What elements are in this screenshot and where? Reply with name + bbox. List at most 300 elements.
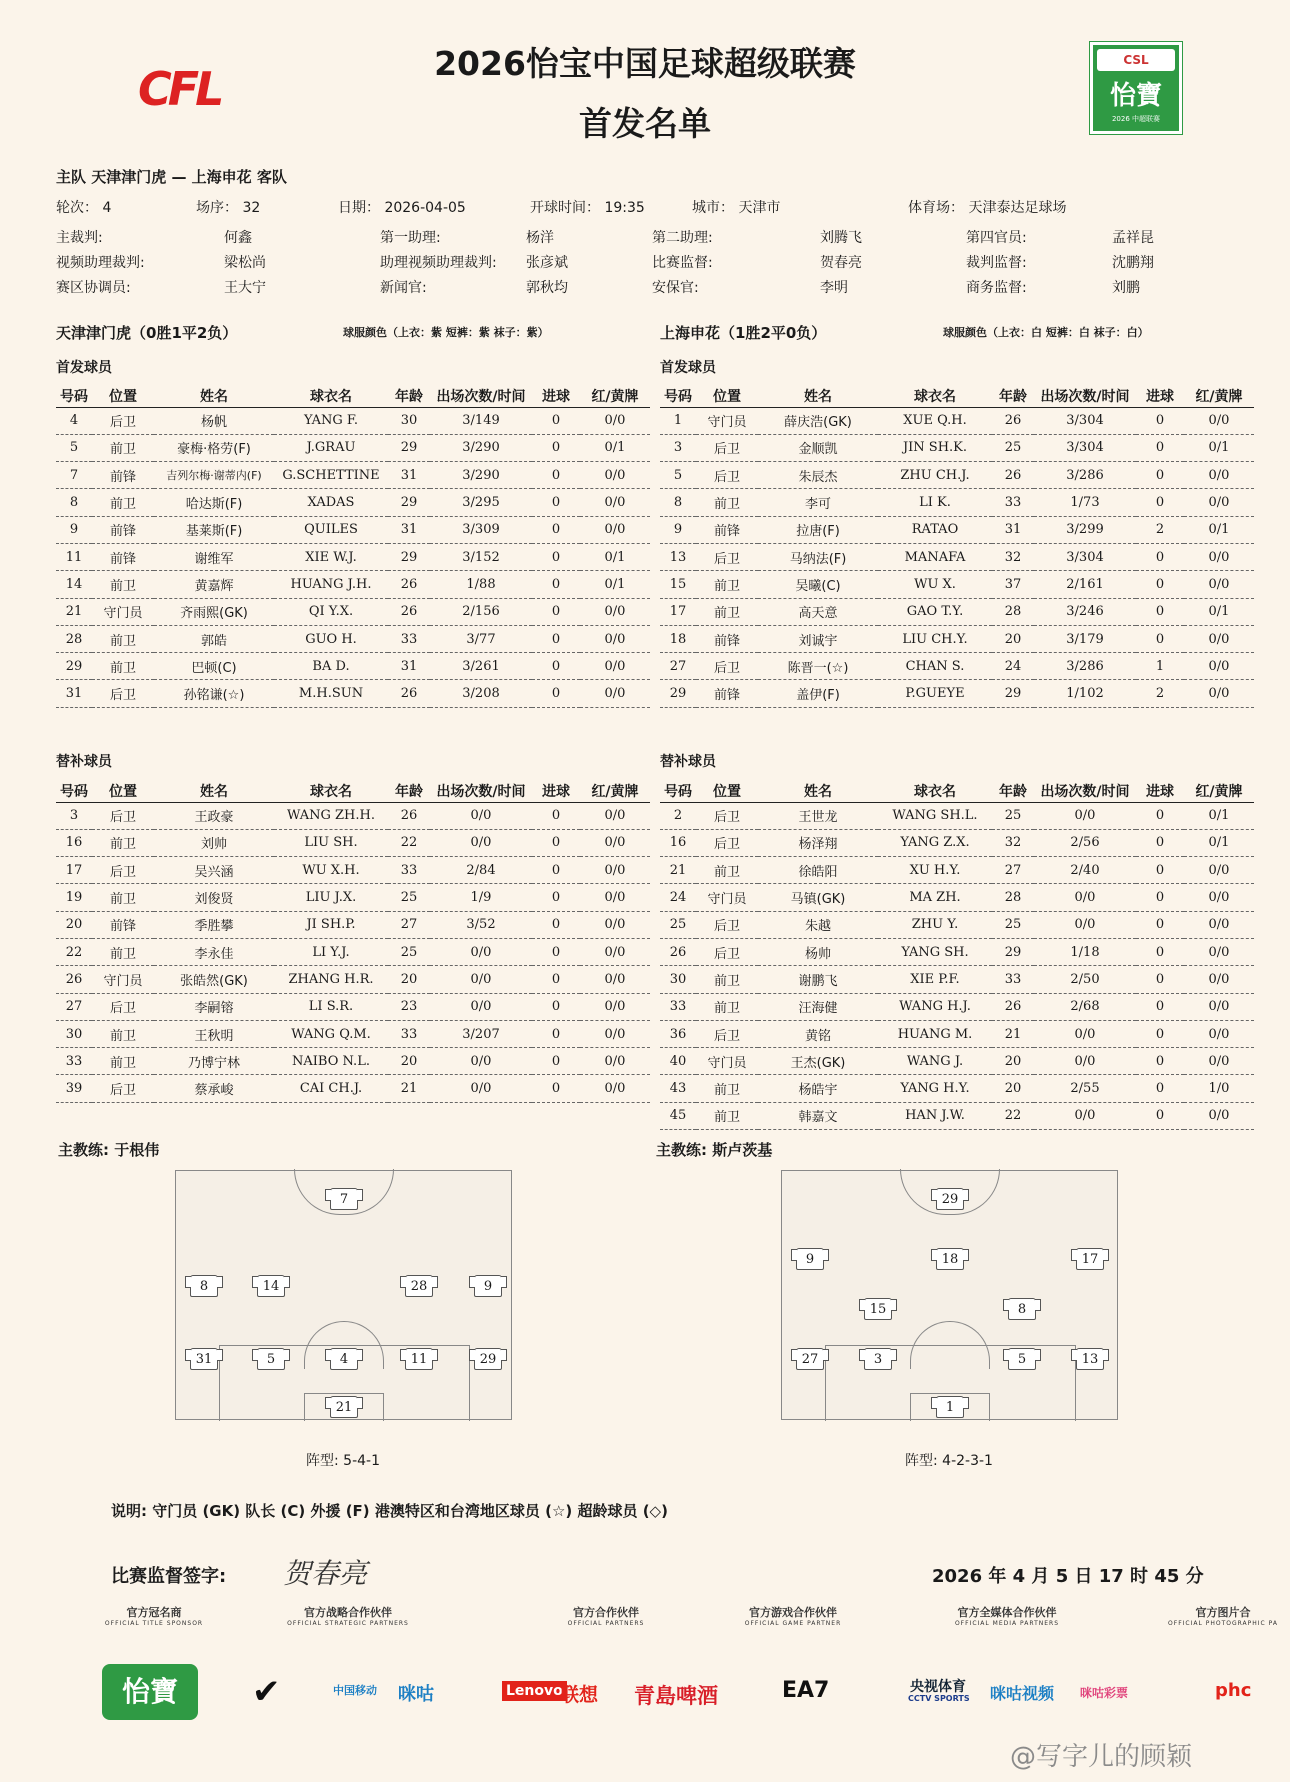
player-cell: 39 (56, 1075, 92, 1102)
column-header: 年龄 (388, 385, 430, 407)
player-cell: 2/56 (1034, 829, 1136, 856)
player-cell: 0/0 (580, 911, 650, 938)
sponsor-category-cn: 官方全媒体合作伙伴 (957, 1606, 1057, 1619)
player-cell: 3/286 (1034, 653, 1136, 680)
player-shirt-icon: 31 (190, 1348, 218, 1370)
player-cell: 后卫 (92, 993, 154, 1020)
player-cell: XIE P.F. (878, 966, 992, 993)
player-row (56, 802, 650, 829)
player-cell: 前卫 (696, 598, 758, 625)
player-row (56, 911, 650, 938)
player-cell: 26 (992, 407, 1034, 434)
player-row (56, 543, 650, 570)
home-starting-table (56, 385, 650, 708)
player-cell: 守门员 (696, 884, 758, 911)
player-cell: 24 (992, 653, 1034, 680)
player-row (56, 516, 650, 543)
player-cell: 前卫 (92, 625, 154, 652)
player-cell: 8 (56, 489, 92, 516)
column-header: 年龄 (992, 385, 1034, 407)
player-cell: 3/149 (430, 407, 532, 434)
player-cell: 0/0 (1034, 884, 1136, 911)
player-cell: 0/0 (580, 966, 650, 993)
player-cell: 0/0 (1184, 462, 1254, 489)
official-name: 李明 (820, 280, 848, 296)
player-cell: 前锋 (92, 462, 154, 489)
player-cell: 0/1 (1184, 598, 1254, 625)
player-cell: 43 (660, 1075, 696, 1102)
player-cell: 0/0 (580, 625, 650, 652)
player-cell: 3/261 (430, 653, 532, 680)
player-row (660, 1075, 1254, 1102)
player-shirt-icon: 29 (474, 1348, 502, 1370)
player-cell: 30 (388, 407, 430, 434)
column-header: 球衣名 (274, 780, 388, 802)
player-shirt-icon: 13 (1076, 1348, 1104, 1370)
player-cell: 0/0 (1034, 1020, 1136, 1047)
player-cell: 3 (660, 434, 696, 461)
player-cell: 20 (992, 1075, 1034, 1102)
player-cell: 后卫 (696, 543, 758, 570)
player-cell: 33 (388, 857, 430, 884)
player-cell: 16 (660, 829, 696, 856)
official-role-label: 助理视频助理裁判: (380, 255, 497, 271)
player-row (660, 993, 1254, 1020)
player-shirt-icon: 17 (1076, 1248, 1104, 1270)
home-subs-table (56, 780, 650, 1103)
column-header: 红/黄牌 (1184, 385, 1254, 407)
away-coach: 主教练: 斯卢茨基 (656, 1141, 773, 1159)
player-cell: 前卫 (92, 1048, 154, 1075)
player-cell: 前卫 (92, 829, 154, 856)
player-shirt-icon: 8 (1008, 1298, 1036, 1320)
player-cell: 3/299 (1034, 516, 1136, 543)
kickoff-time: 开球时间： 19:35 (530, 200, 645, 216)
player-cell: 16 (56, 829, 92, 856)
player-cell: 前锋 (92, 911, 154, 938)
player-cell: 22 (56, 938, 92, 965)
official-name: 刘腾飞 (820, 230, 862, 246)
player-cell: 0/0 (580, 462, 650, 489)
csl-logo-brand: 怡寶 (1109, 81, 1162, 111)
player-cell: 守门员 (696, 407, 758, 434)
player-cell: 3/52 (430, 911, 532, 938)
player-cell: JIN SH.K. (878, 434, 992, 461)
player-cell: 前卫 (92, 489, 154, 516)
player-row (660, 829, 1254, 856)
player-cell: 0 (1136, 857, 1184, 884)
official-role-label: 视频助理裁判: (56, 255, 145, 271)
player-cell: 14 (56, 571, 92, 598)
home-coach: 主教练: 于根伟 (58, 1141, 160, 1159)
player-cell: 1 (1136, 653, 1184, 680)
player-cell: M.H.SUN (274, 680, 388, 707)
official-role-label: 裁判监督: (966, 255, 1027, 271)
player-cell: 前锋 (696, 625, 758, 652)
player-cell: 20 (56, 911, 92, 938)
lenovo-logo: Lenovo (502, 1681, 567, 1701)
player-cell: 0 (532, 516, 580, 543)
home-kit-colors: 球服颜色（上衣：紫 短裤：紫 袜子：紫） (343, 326, 549, 339)
player-cell: 0/0 (1034, 911, 1136, 938)
player-cell: 33 (992, 489, 1034, 516)
player-cell: 朱辰杰 (758, 462, 878, 489)
player-row (660, 598, 1254, 625)
player-cell: 3/152 (430, 543, 532, 570)
player-cell: 薛庆浩(GK) (758, 407, 878, 434)
player-cell: 28 (992, 598, 1034, 625)
player-cell: 乃博宁林 (154, 1048, 274, 1075)
player-cell: 0 (1136, 1102, 1184, 1129)
player-cell: 0 (532, 462, 580, 489)
player-cell: 前卫 (92, 571, 154, 598)
player-cell: 前卫 (696, 489, 758, 516)
player-cell: 0/0 (580, 598, 650, 625)
player-row (660, 407, 1254, 434)
official-role-label: 安保官: (652, 280, 699, 296)
legend: 说明: 守门员 (GK) 队长 (C) 外援 (F) 港澳特区和台湾地区球员 (☆) 超龄球员 (◇) (111, 1502, 668, 1520)
official-role-label: 主裁判: (56, 230, 103, 246)
player-cell: 17 (56, 857, 92, 884)
player-cell: 吴曦(C) (758, 571, 878, 598)
column-header: 姓名 (758, 780, 878, 802)
player-cell: 2/84 (430, 857, 532, 884)
player-cell: 王秋明 (154, 1020, 274, 1047)
player-cell: 19 (56, 884, 92, 911)
column-header: 红/黄牌 (1184, 780, 1254, 802)
player-cell: 后卫 (696, 462, 758, 489)
player-cell: 0/0 (1184, 489, 1254, 516)
player-cell: 21 (388, 1075, 430, 1102)
player-cell: CAI CH.J. (274, 1075, 388, 1102)
player-cell: 后卫 (696, 434, 758, 461)
player-cell: 2/161 (1034, 571, 1136, 598)
player-cell: 基莱斯(F) (154, 516, 274, 543)
column-header: 位置 (92, 385, 154, 407)
player-cell: 0/0 (580, 489, 650, 516)
player-cell: 1/0 (1184, 1075, 1254, 1102)
player-cell: 28 (56, 625, 92, 652)
player-cell: 25 (660, 911, 696, 938)
player-cell: 0/0 (580, 829, 650, 856)
official-role-label: 比赛监督: (652, 255, 713, 271)
sponsor-category-cn: 官方冠名商 (126, 1606, 182, 1619)
column-header: 位置 (696, 385, 758, 407)
column-header: 年龄 (388, 780, 430, 802)
player-row (56, 938, 650, 965)
column-header: 球衣名 (878, 385, 992, 407)
player-cell: 0 (532, 434, 580, 461)
column-header: 出场次数/时间 (1034, 780, 1136, 802)
player-cell: 3/208 (430, 680, 532, 707)
player-cell: 0 (1136, 462, 1184, 489)
home-starting-label: 首发球员 (56, 360, 112, 376)
player-cell: 7 (56, 462, 92, 489)
player-cell: WANG H.J. (878, 993, 992, 1020)
player-cell: MA ZH. (878, 884, 992, 911)
player-cell: 2 (1136, 680, 1184, 707)
player-cell: 0/0 (1184, 938, 1254, 965)
player-cell: 0/0 (1184, 543, 1254, 570)
csl-logo-badge: CSL (1097, 49, 1175, 71)
player-cell: 0/0 (1184, 571, 1254, 598)
official-role-label: 新闻官: (380, 280, 427, 296)
player-cell: 守门员 (92, 966, 154, 993)
player-cell: 20 (992, 625, 1034, 652)
player-cell: 0 (532, 1048, 580, 1075)
player-cell: GUO H. (274, 625, 388, 652)
player-cell: 0 (532, 598, 580, 625)
player-cell: 守门员 (696, 1048, 758, 1075)
player-row (660, 571, 1254, 598)
player-cell: 26 (56, 966, 92, 993)
player-cell: 29 (388, 434, 430, 461)
signature-label: 比赛监督签字: (111, 1566, 227, 1587)
column-header: 位置 (696, 780, 758, 802)
official-role-label: 第一助理: (380, 230, 441, 246)
sponsor-category-cn: 官方战略合作伙伴 (304, 1606, 392, 1619)
player-cell: 0/0 (1184, 653, 1254, 680)
player-cell: 0/1 (1184, 829, 1254, 856)
player-cell: 33 (660, 993, 696, 1020)
player-cell: 29 (56, 653, 92, 680)
player-shirt-icon: 5 (1008, 1348, 1036, 1370)
player-cell: 0 (1136, 829, 1184, 856)
away-subs-label: 替补球员 (660, 754, 716, 770)
player-cell: 21 (56, 598, 92, 625)
column-header: 进球 (1136, 385, 1184, 407)
csl-logo-caption: 2026 中超联赛 (1111, 115, 1161, 123)
official-name: 贺春亮 (820, 255, 862, 271)
player-cell: 后卫 (696, 829, 758, 856)
player-cell: 30 (56, 1020, 92, 1047)
player-row (56, 857, 650, 884)
sponsor-category (84, 1604, 224, 1627)
player-shirt-icon: 5 (257, 1348, 285, 1370)
player-row (56, 462, 650, 489)
player-cell: 刘俊贤 (154, 884, 274, 911)
player-row (56, 829, 650, 856)
player-cell: 4 (56, 407, 92, 434)
player-cell: 20 (388, 1048, 430, 1075)
player-cell: 守门员 (92, 598, 154, 625)
match-number: 场序： 32 (196, 200, 261, 216)
player-cell: 王世龙 (758, 802, 878, 829)
player-cell: 29 (992, 680, 1034, 707)
player-cell: 2 (1136, 516, 1184, 543)
player-cell: 0/0 (1034, 1102, 1136, 1129)
player-cell: 前卫 (696, 993, 758, 1020)
away-team-name: 上海申花（1胜2平0负） (660, 324, 827, 342)
player-cell: 李可 (758, 489, 878, 516)
player-cell: 2/50 (1034, 966, 1136, 993)
player-cell: 前锋 (92, 516, 154, 543)
player-cell: WANG ZH.H. (274, 802, 388, 829)
player-cell: 0/1 (1184, 516, 1254, 543)
official-role-label: 赛区协调员: (56, 280, 131, 296)
player-cell: 孙铭谦(☆) (154, 680, 274, 707)
player-cell: 1/9 (430, 884, 532, 911)
player-cell: 拉唐(F) (758, 516, 878, 543)
player-shirt-icon: 21 (330, 1396, 358, 1418)
player-cell: 张皓然(GK) (154, 966, 274, 993)
round: 轮次： 4 (56, 200, 112, 216)
player-cell: 0/0 (1184, 1048, 1254, 1075)
player-row (56, 625, 650, 652)
player-cell: 前卫 (696, 966, 758, 993)
player-cell: 1 (660, 407, 696, 434)
player-cell: 0 (1136, 966, 1184, 993)
player-cell: 0/0 (1184, 857, 1254, 884)
player-cell: 3 (56, 802, 92, 829)
player-row (660, 462, 1254, 489)
player-cell: 0/0 (580, 1075, 650, 1102)
player-cell: 0 (532, 653, 580, 680)
column-header: 出场次数/时间 (1034, 385, 1136, 407)
player-cell: 26 (388, 802, 430, 829)
column-header: 姓名 (758, 385, 878, 407)
player-cell: 25 (992, 911, 1034, 938)
sponsor-category-cn: 官方图片合 (1195, 1606, 1251, 1619)
player-cell: G.SCHETTINE (274, 462, 388, 489)
player-cell: 谢维军 (154, 543, 274, 570)
sponsor-category-en: OFFICIAL STRATEGIC PARTNERS (287, 1620, 409, 1627)
city: 城市： 天津市 (692, 200, 781, 216)
column-header: 年龄 (992, 780, 1034, 802)
player-shirt-icon: 9 (474, 1275, 502, 1297)
official-name: 孟祥昆 (1112, 230, 1154, 246)
column-header: 出场次数/时间 (430, 780, 532, 802)
player-row (660, 857, 1254, 884)
player-cell: 25 (992, 802, 1034, 829)
player-cell: YANG Z.X. (878, 829, 992, 856)
migu-lottery-logo: 咪咕彩票 (1080, 1686, 1129, 1700)
column-header: 号码 (660, 780, 696, 802)
player-cell: 5 (660, 462, 696, 489)
player-row (660, 543, 1254, 570)
player-row (660, 884, 1254, 911)
player-cell: YANG SH. (878, 938, 992, 965)
player-cell: 1/18 (1034, 938, 1136, 965)
migu-video-logo: 咪咕视频 (990, 1684, 1055, 1703)
player-cell: CHAN S. (878, 653, 992, 680)
player-cell: 0 (532, 911, 580, 938)
player-cell: 32 (992, 543, 1034, 570)
player-cell: 郭皓 (154, 625, 274, 652)
player-row (56, 598, 650, 625)
player-cell: HAN J.W. (878, 1102, 992, 1129)
player-row (56, 1048, 650, 1075)
player-cell: 26 (660, 938, 696, 965)
sponsor-category (1158, 1604, 1288, 1627)
player-cell: 后卫 (696, 802, 758, 829)
player-cell: 李永佳 (154, 938, 274, 965)
player-cell: 30 (660, 966, 696, 993)
player-row (660, 653, 1254, 680)
signature-datetime: 2026 年 4 月 5 日 17 时 45 分 (932, 1566, 1204, 1587)
cctv-sports-en-logo: CCTV SPORTS (908, 1694, 970, 1703)
player-cell: 吉列尔梅·谢蒂内(F) (154, 462, 274, 489)
player-cell: 0 (532, 543, 580, 570)
player-shirt-icon: 15 (864, 1298, 892, 1320)
player-cell: RATAO (878, 516, 992, 543)
player-cell: ZHU CH.J. (878, 462, 992, 489)
player-cell: WANG J. (878, 1048, 992, 1075)
nike-swoosh-icon: ✔ (252, 1672, 281, 1712)
player-cell: 0/0 (1034, 1048, 1136, 1075)
player-cell: 3/309 (430, 516, 532, 543)
player-cell: 0/0 (580, 993, 650, 1020)
player-cell: 29 (660, 680, 696, 707)
player-cell: 杨帅 (758, 938, 878, 965)
player-row (56, 1020, 650, 1047)
home-team-name: 天津津门虎（0胜1平2负） (56, 324, 238, 342)
player-cell: 31 (388, 653, 430, 680)
player-cell: 0 (532, 857, 580, 884)
player-row (56, 653, 650, 680)
column-header: 号码 (56, 780, 92, 802)
away-starting-table (660, 385, 1254, 708)
player-shirt-icon: 4 (330, 1348, 358, 1370)
player-cell: 26 (992, 462, 1034, 489)
sponsor-category-cn: 官方合作伙伴 (573, 1606, 639, 1619)
official-name: 王大宁 (224, 280, 266, 296)
yibao-brand-logo: 怡寶 (102, 1664, 198, 1720)
phc-logo: phc (1215, 1680, 1252, 1701)
player-cell: 32 (992, 829, 1034, 856)
sponsor-category-en: OFFICIAL PHOTOGRAPHIC PA (1168, 1620, 1278, 1627)
match-date: 日期： 2026-04-05 (338, 200, 466, 216)
player-cell: 前卫 (92, 884, 154, 911)
player-cell: 盖伊(F) (758, 680, 878, 707)
player-cell: 0/1 (580, 434, 650, 461)
china-mobile-logo: 中国移动 (333, 1684, 377, 1697)
player-cell: 后卫 (92, 857, 154, 884)
player-cell: 22 (388, 829, 430, 856)
player-cell: 后卫 (92, 802, 154, 829)
player-row (56, 434, 650, 461)
player-row (56, 884, 650, 911)
sponsor-category (723, 1604, 863, 1627)
player-cell: 0 (532, 1075, 580, 1102)
player-cell: 0/0 (1184, 1020, 1254, 1047)
player-cell: 23 (388, 993, 430, 1020)
player-cell: 21 (660, 857, 696, 884)
player-row (660, 434, 1254, 461)
away-subs-table (660, 780, 1254, 1130)
player-cell: 0 (1136, 938, 1184, 965)
player-cell: 0/0 (430, 829, 532, 856)
column-header: 号码 (660, 385, 696, 407)
player-cell: 8 (660, 489, 696, 516)
player-cell: 25 (388, 884, 430, 911)
player-cell: QI Y.X. (274, 598, 388, 625)
player-cell: 0 (1136, 1020, 1184, 1047)
lenovo-cn-logo: 联想 (560, 1684, 599, 1706)
player-cell: 3/207 (430, 1020, 532, 1047)
player-shirt-icon: 8 (190, 1275, 218, 1297)
player-cell: 0 (1136, 993, 1184, 1020)
player-cell: 0 (1136, 598, 1184, 625)
player-cell: 0 (1136, 571, 1184, 598)
column-header: 红/黄牌 (580, 780, 650, 802)
column-header: 位置 (92, 780, 154, 802)
player-cell: 0 (532, 680, 580, 707)
player-cell: 马纳法(F) (758, 543, 878, 570)
player-row (660, 516, 1254, 543)
sponsor-category-cn: 官方游戏合作伙伴 (749, 1606, 837, 1619)
player-cell: 0 (1136, 543, 1184, 570)
